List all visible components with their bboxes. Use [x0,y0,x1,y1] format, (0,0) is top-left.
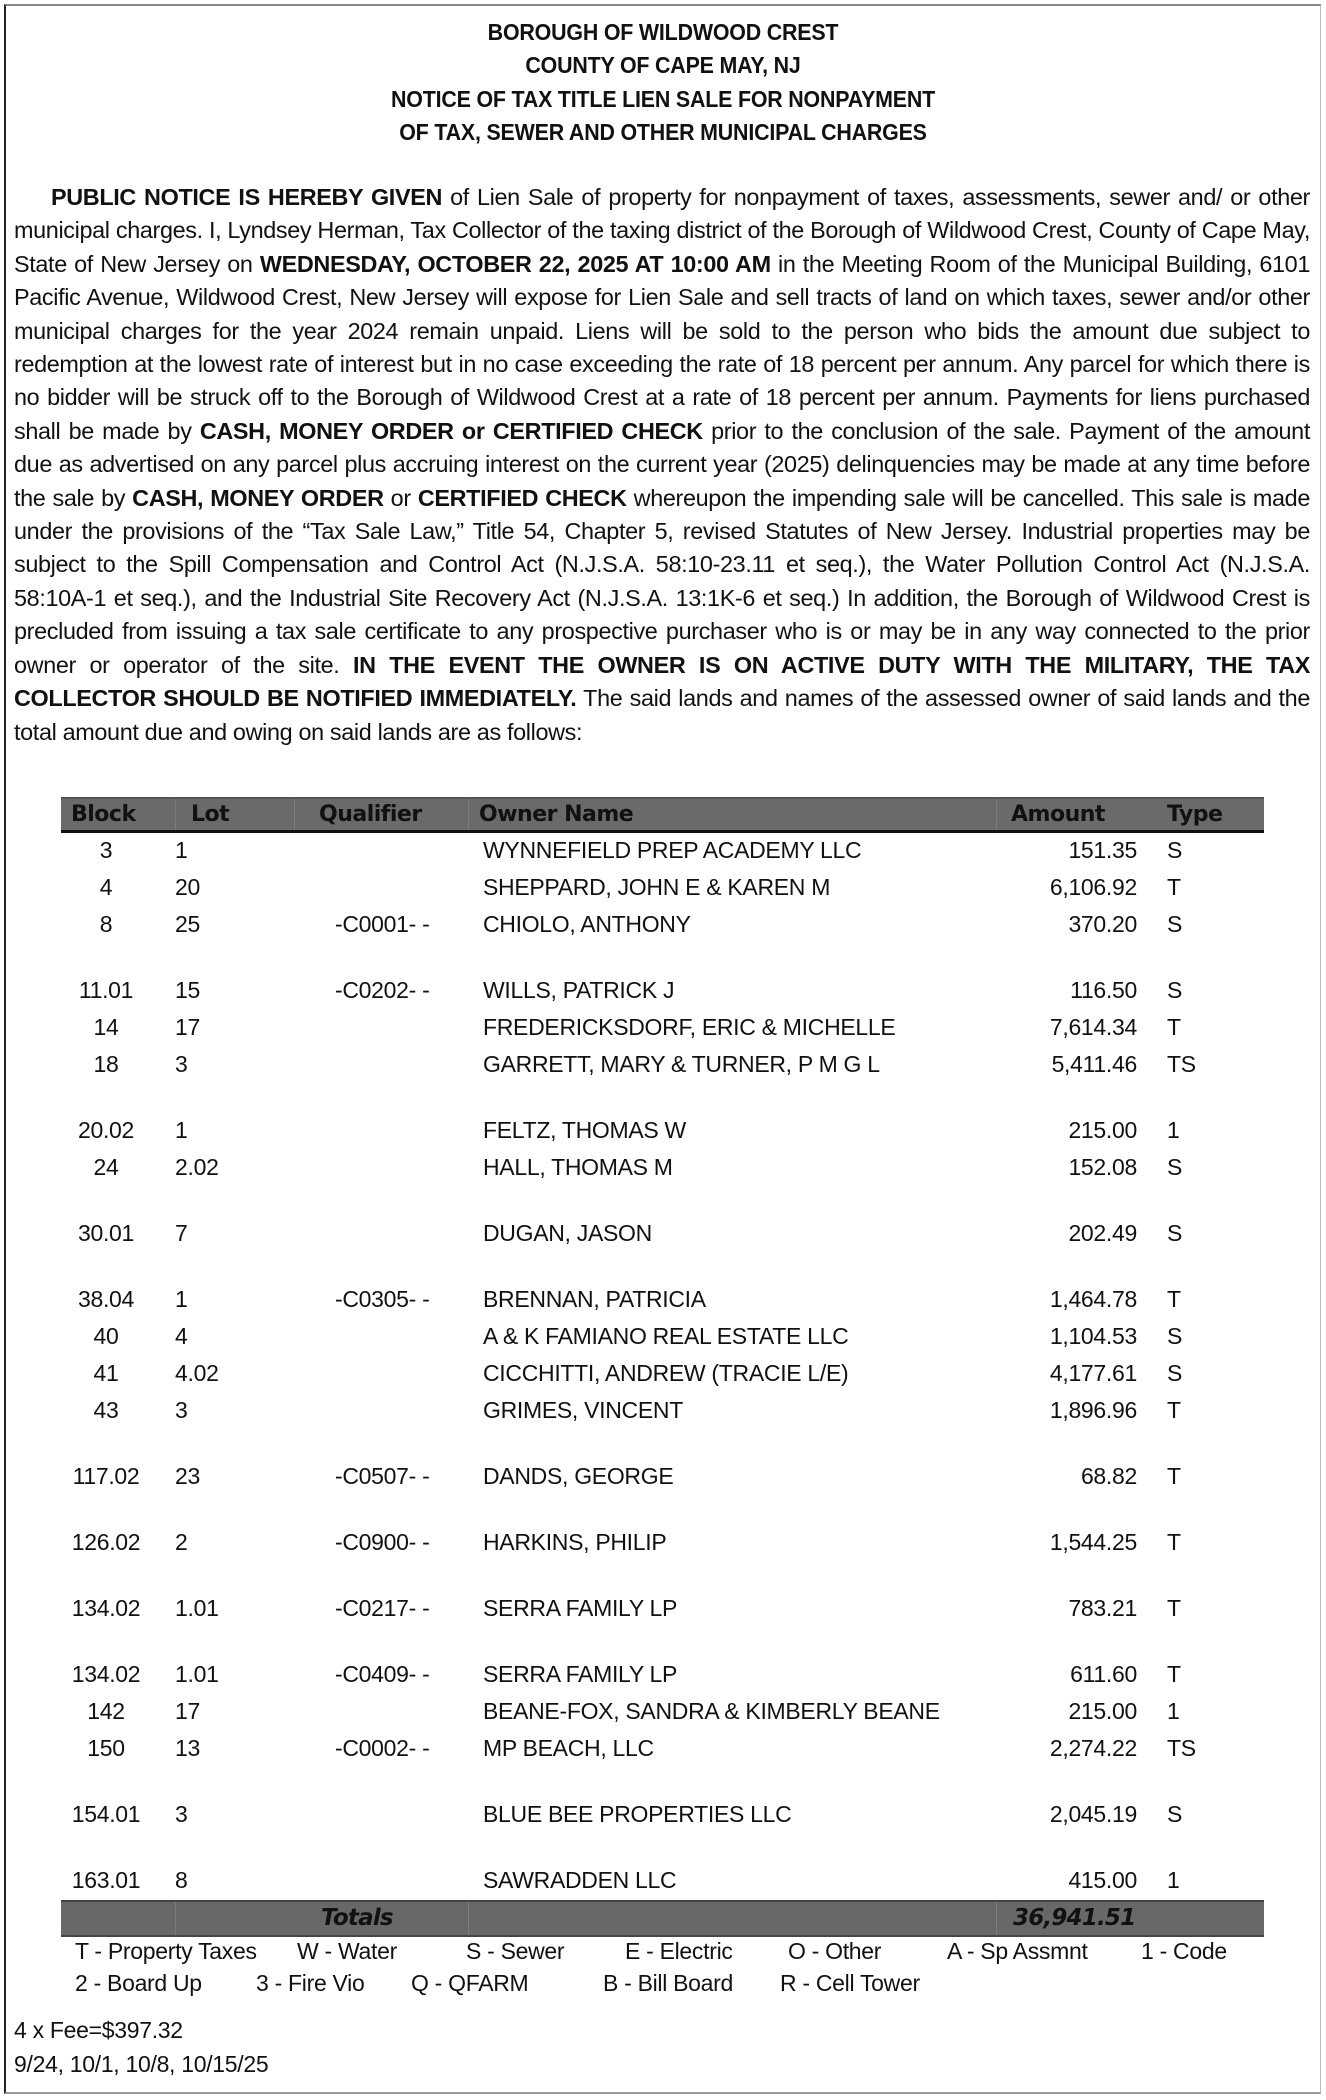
cell-block: 126.02 [71,1529,141,1555]
column-divider [294,799,295,830]
military-notice: IN THE EVENT THE OWNER IS ON ACTIVE DUTY WITH THE MILITARY, THE TAX COLLECTOR SHOULD BE NOTIFIED IMMEDIATELY. [14,651,1310,712]
cell-type: 1 [1167,1867,1180,1893]
legend-item: A - Sp Assmnt [947,1938,1088,1964]
cell-type: T [1167,1661,1181,1687]
notice-body [14,181,1310,749]
cell-lot: 20 [175,874,200,900]
cell-lot: 8 [175,1867,188,1893]
public-notice-lead: PUBLIC NOTICE IS HEREBY GIVEN [51,184,442,210]
cell-owner-name: DANDS, GEORGE [483,1463,674,1489]
table-header [61,797,1264,833]
cell-amount: 4,177.61 [1049,1360,1137,1386]
cell-owner-name: SHEPPARD, JOHN E & KAREN M [483,874,831,900]
cell-amount: 370.20 [1068,911,1137,937]
cell-block: 41 [93,1360,119,1386]
table-row [61,973,1264,1010]
cell-type: T [1167,874,1181,900]
legend-item: T - Property Taxes [75,1938,257,1964]
body-text: in the Meeting Room of the Municipal Building, 6101 Pacific Avenue, Wildwood Crest, New Jersey will expose for Lien Sale and sell tracts of land on which taxes, sewer and/or other municipal charges for the year 2024 remain unpaid. Liens will be sold to the person who bids the amount due subject to redemption at the lowest rate of interest but in no case exceeding the rate of 18 percent per annum. Any parcel for which there is no bidder will be struck off to the Borough of Wildwood Crest at a rate of 18 percent per annum. Payments for liens purchased shall be made by [14,250,1311,444]
table-row [61,1797,1264,1834]
row-spacer [61,1562,1264,1591]
row-spacer [61,1430,1264,1459]
cell-amount: 68.82 [1080,1463,1137,1489]
table-row [61,1694,1264,1731]
cell-amount: 116.50 [1070,977,1137,1003]
cell-owner-name: GRIMES, VINCENT [483,1397,683,1423]
table-body [61,833,1264,1900]
cell-amount: 2,045.19 [1049,1801,1137,1827]
table-row [61,907,1264,944]
cell-block: 18 [93,1051,119,1077]
cell-amount: 202.49 [1068,1220,1137,1246]
cell-block: 14 [93,1014,119,1040]
cell-block: 134.02 [71,1595,141,1621]
payment-methods: CASH, MONEY ORDER or CERTIFIED CHECK [199,417,703,444]
cell-type: S [1167,911,1183,937]
cell-lot: 17 [175,1014,200,1040]
cell-owner-name: BLUE BEE PROPERTIES LLC [483,1801,792,1827]
cell-qualifier: -C0507- - [335,1463,430,1489]
cell-owner-name: BEANE-FOX, SANDRA & KIMBERLY BEANE [483,1698,940,1724]
table-row [61,1731,1264,1768]
cell-amount: 611.60 [1070,1661,1137,1687]
cell-qualifier: -C0217- - [335,1595,430,1621]
cell-type: S [1167,1323,1183,1349]
cell-lot: 1.01 [175,1661,219,1687]
cell-type: T [1167,1014,1181,1040]
column-divider [996,1902,997,1935]
cell-type: TS [1167,1051,1196,1077]
column-divider [468,799,469,830]
cell-block: 142 [87,1698,125,1724]
legend-item: W - Water [297,1938,397,1964]
cell-amount: 1,104.53 [1049,1323,1137,1349]
cell-block: 11.01 [78,977,134,1003]
cell-type: S [1167,1154,1183,1180]
cell-lot: 13 [175,1735,200,1761]
row-spacer [61,1253,1264,1282]
cell-owner-name: CICCHITTI, ANDREW (TRACIE L/E) [483,1360,849,1386]
cell-block: 134.02 [71,1661,141,1687]
cell-block: 117.02 [72,1463,140,1489]
cell-owner-name: FELTZ, THOMAS W [483,1117,686,1143]
title-line-county: COUNTY OF CAPE MAY, NJ [525,52,801,79]
cell-amount: 6,106.92 [1049,874,1137,900]
cell-owner-name: FREDERICKSDORF, ERIC & MICHELLE [483,1014,896,1040]
cell-qualifier: -C0002- - [335,1735,430,1761]
cell-block: 4 [99,874,113,900]
cell-type: S [1167,977,1183,1003]
row-spacer [61,1834,1264,1863]
cell-amount: 151.35 [1068,837,1137,863]
cell-owner-name: A & K FAMIANO REAL ESTATE LLC [483,1323,849,1349]
cell-block: 43 [93,1397,119,1423]
col-header-type: Type [1167,802,1223,827]
notice-title [0,16,1326,149]
cell-owner-name: SERRA FAMILY LP [483,1595,678,1621]
cell-block: 150 [87,1735,125,1761]
table-row [61,1319,1264,1356]
body-text: The said lands and names of the assessed owner of said lands and the total amount due and owing on said lands are as follows: [14,685,1310,745]
title-line-charges: OF TAX, SEWER AND OTHER MUNICIPAL CHARGES [399,118,927,145]
legend-item: O - Other [788,1938,882,1964]
table-row [61,1657,1264,1694]
column-divider [996,799,997,830]
cell-type: T [1167,1529,1181,1555]
cell-block: 30.01 [77,1220,135,1246]
legend-item: R - Cell Tower [780,1970,920,1996]
cell-amount: 1,544.25 [1049,1529,1137,1555]
cell-lot: 3 [175,1801,188,1827]
table-row [61,1010,1264,1047]
cell-amount: 152.08 [1068,1154,1137,1180]
fee-note: 4 x Fee=$397.32 [14,2017,183,2043]
cell-lot: 4.02 [175,1360,219,1386]
cell-qualifier: -C0001- - [335,911,430,937]
col-header-owner: Owner Name [479,802,634,827]
cell-block: 163.01 [71,1867,141,1893]
table-row [61,870,1264,907]
cell-qualifier: -C0305- - [335,1286,430,1312]
cell-block: 24 [93,1154,119,1180]
cell-amount: 215.00 [1068,1698,1137,1724]
cell-owner-name: MP BEACH, LLC [483,1735,654,1761]
table-row [61,1591,1264,1628]
col-header-amount: Amount [1011,802,1105,827]
cell-lot: 1 [175,837,188,863]
row-spacer [61,1628,1264,1657]
cell-amount: 415.00 [1068,1867,1137,1893]
table-row [61,1459,1264,1496]
row-spacer [61,1496,1264,1525]
cell-owner-name: SAWRADDEN LLC [483,1867,677,1893]
publication-dates: 9/24, 10/1, 10/8, 10/15/25 [14,2051,269,2077]
cell-owner-name: WILLS, PATRICK J [483,977,675,1003]
cell-lot: 17 [175,1698,200,1724]
cell-lot: 3 [175,1397,188,1423]
totals-amount: 36,941.51 [1013,1905,1136,1931]
cell-lot: 4 [175,1323,188,1349]
cell-type: TS [1167,1735,1196,1761]
cell-lot: 2.02 [175,1154,219,1180]
cell-owner-name: HALL, THOMAS M [483,1154,673,1180]
cell-owner-name: WYNNEFIELD PREP ACADEMY LLC [483,837,862,863]
cell-lot: 25 [175,911,200,937]
table-row [61,1150,1264,1187]
payment-methods: CERTIFIED CHECK [417,484,627,511]
cell-qualifier: -C0409- - [335,1661,430,1687]
cell-amount: 215.00 [1068,1117,1137,1143]
title-line-borough: BOROUGH OF WILDWOOD CREST [487,19,839,45]
col-header-qualifier: Qualifier [319,802,422,827]
cell-owner-name: HARKINS, PHILIP [483,1529,667,1555]
cell-owner-name: GARRETT, MARY & TURNER, P M G L [483,1051,880,1077]
cell-block: 154.01 [71,1801,141,1827]
cell-amount: 2,274.22 [1049,1735,1137,1761]
cell-block: 3 [99,837,113,863]
cell-lot: 15 [175,977,200,1003]
cell-type: S [1167,837,1183,863]
table-row [61,1216,1264,1253]
col-header-block: Block [71,802,136,827]
cell-amount: 783.21 [1068,1595,1137,1621]
legend-item: 3 - Fire Vio [256,1970,365,1996]
cell-block: 40 [93,1323,119,1349]
cell-type: 1 [1167,1698,1180,1724]
lien-table [61,797,1264,1937]
cell-qualifier: -C0900- - [335,1529,430,1555]
row-spacer [61,1187,1264,1216]
totals-row [61,1900,1264,1937]
cell-block: 8 [99,911,113,937]
cell-lot: 23 [175,1463,200,1489]
payment-methods: CASH, MONEY ORDER [132,484,384,511]
table-row [61,1393,1264,1430]
cell-type: T [1167,1463,1181,1489]
row-spacer [61,944,1264,973]
sale-date: WEDNESDAY, OCTOBER 22, 2025 AT 10:00 AM [259,250,771,277]
cell-type: 1 [1167,1117,1180,1143]
cell-owner-name: CHIOLO, ANTHONY [483,911,691,937]
cell-amount: 1,896.96 [1049,1397,1137,1423]
column-divider [175,1902,176,1935]
cell-block: 38.04 [77,1286,135,1312]
cell-lot: 7 [175,1220,188,1246]
cell-block: 20.02 [77,1117,135,1143]
cell-amount: 5,411.46 [1051,1051,1137,1077]
cell-lot: 1 [175,1286,188,1312]
legend-item: S - Sewer [466,1938,565,1964]
legend-item: 2 - Board Up [75,1970,202,1996]
cell-type: S [1167,1220,1183,1246]
cell-lot: 1 [175,1117,188,1143]
legend-item: Q - QFARM [411,1970,529,1996]
column-divider [175,799,176,830]
cell-type: T [1167,1397,1181,1423]
body-text: of Lien Sale of property for nonpayment of taxes, assessments, sewer and/ or other municipal charges. I, Lyndsey Herman, Tax Collector of the taxing district of the Borough of Wildwood Crest, County of Cape May, State of New Jersey on [14,184,1310,277]
table-row [61,1356,1264,1393]
cell-type: T [1167,1595,1181,1621]
column-divider [468,1902,469,1935]
table-row [61,1113,1264,1150]
cell-type: S [1167,1360,1183,1386]
cell-amount: 7,614.34 [1049,1014,1137,1040]
legend-item: 1 - Code [1141,1938,1227,1964]
legend-item: E - Electric [625,1938,733,1964]
cell-lot: 1.01 [175,1595,219,1621]
cell-lot: 3 [175,1051,188,1077]
table-row [61,1282,1264,1319]
row-spacer [61,1768,1264,1797]
cell-owner-name: SERRA FAMILY LP [483,1661,678,1687]
cell-owner-name: DUGAN, JASON [483,1220,652,1246]
body-text: or [383,484,418,511]
body-text: whereupon the impending sale will be cancelled. This sale is made under the provisions of the “Tax Sale Law,” Title 54, Chapter 5, revised Statutes of New Jersey. Industrial properties may be subject to the Spill Compensation and Control Act (N.J.S.A. 58:10-23.11 et seq.), the Water Pollution Control Act (N.J.S.A. 58:10A-1 et seq.), and the Industrial Site Recovery Act (N.J.S.A. 13:1K-6 et seq.) In addition, the Borough of Wildwood Crest is precluded from issuing a tax sale certificate to any prospective purchaser who is or may be in any way connected to the prior owner or operator of the site. [14,484,1310,678]
body-text: prior to the conclusion of the sale. Payment of the amount due as advertised on any parcel plus accruing interest on the current year (2025) delinquencies may be made at any time before the sale by [14,417,1310,511]
cell-type: T [1167,1286,1181,1312]
table-row [61,833,1264,870]
table-row [61,1863,1264,1900]
col-header-lot: Lot [191,802,230,827]
table-row [61,1525,1264,1562]
legend-item: B - Bill Board [603,1970,734,1996]
title-line-notice: NOTICE OF TAX TITLE LIEN SALE FOR NONPAYMENT [390,85,936,112]
table-row [61,1047,1264,1084]
cell-amount: 1,464.78 [1049,1286,1137,1312]
cell-type: S [1167,1801,1183,1827]
totals-label: Totals [321,1905,393,1931]
cell-qualifier: -C0202- - [335,977,430,1003]
cell-owner-name: BRENNAN, PATRICIA [483,1286,706,1312]
row-spacer [61,1084,1264,1113]
cell-lot: 2 [175,1529,188,1555]
